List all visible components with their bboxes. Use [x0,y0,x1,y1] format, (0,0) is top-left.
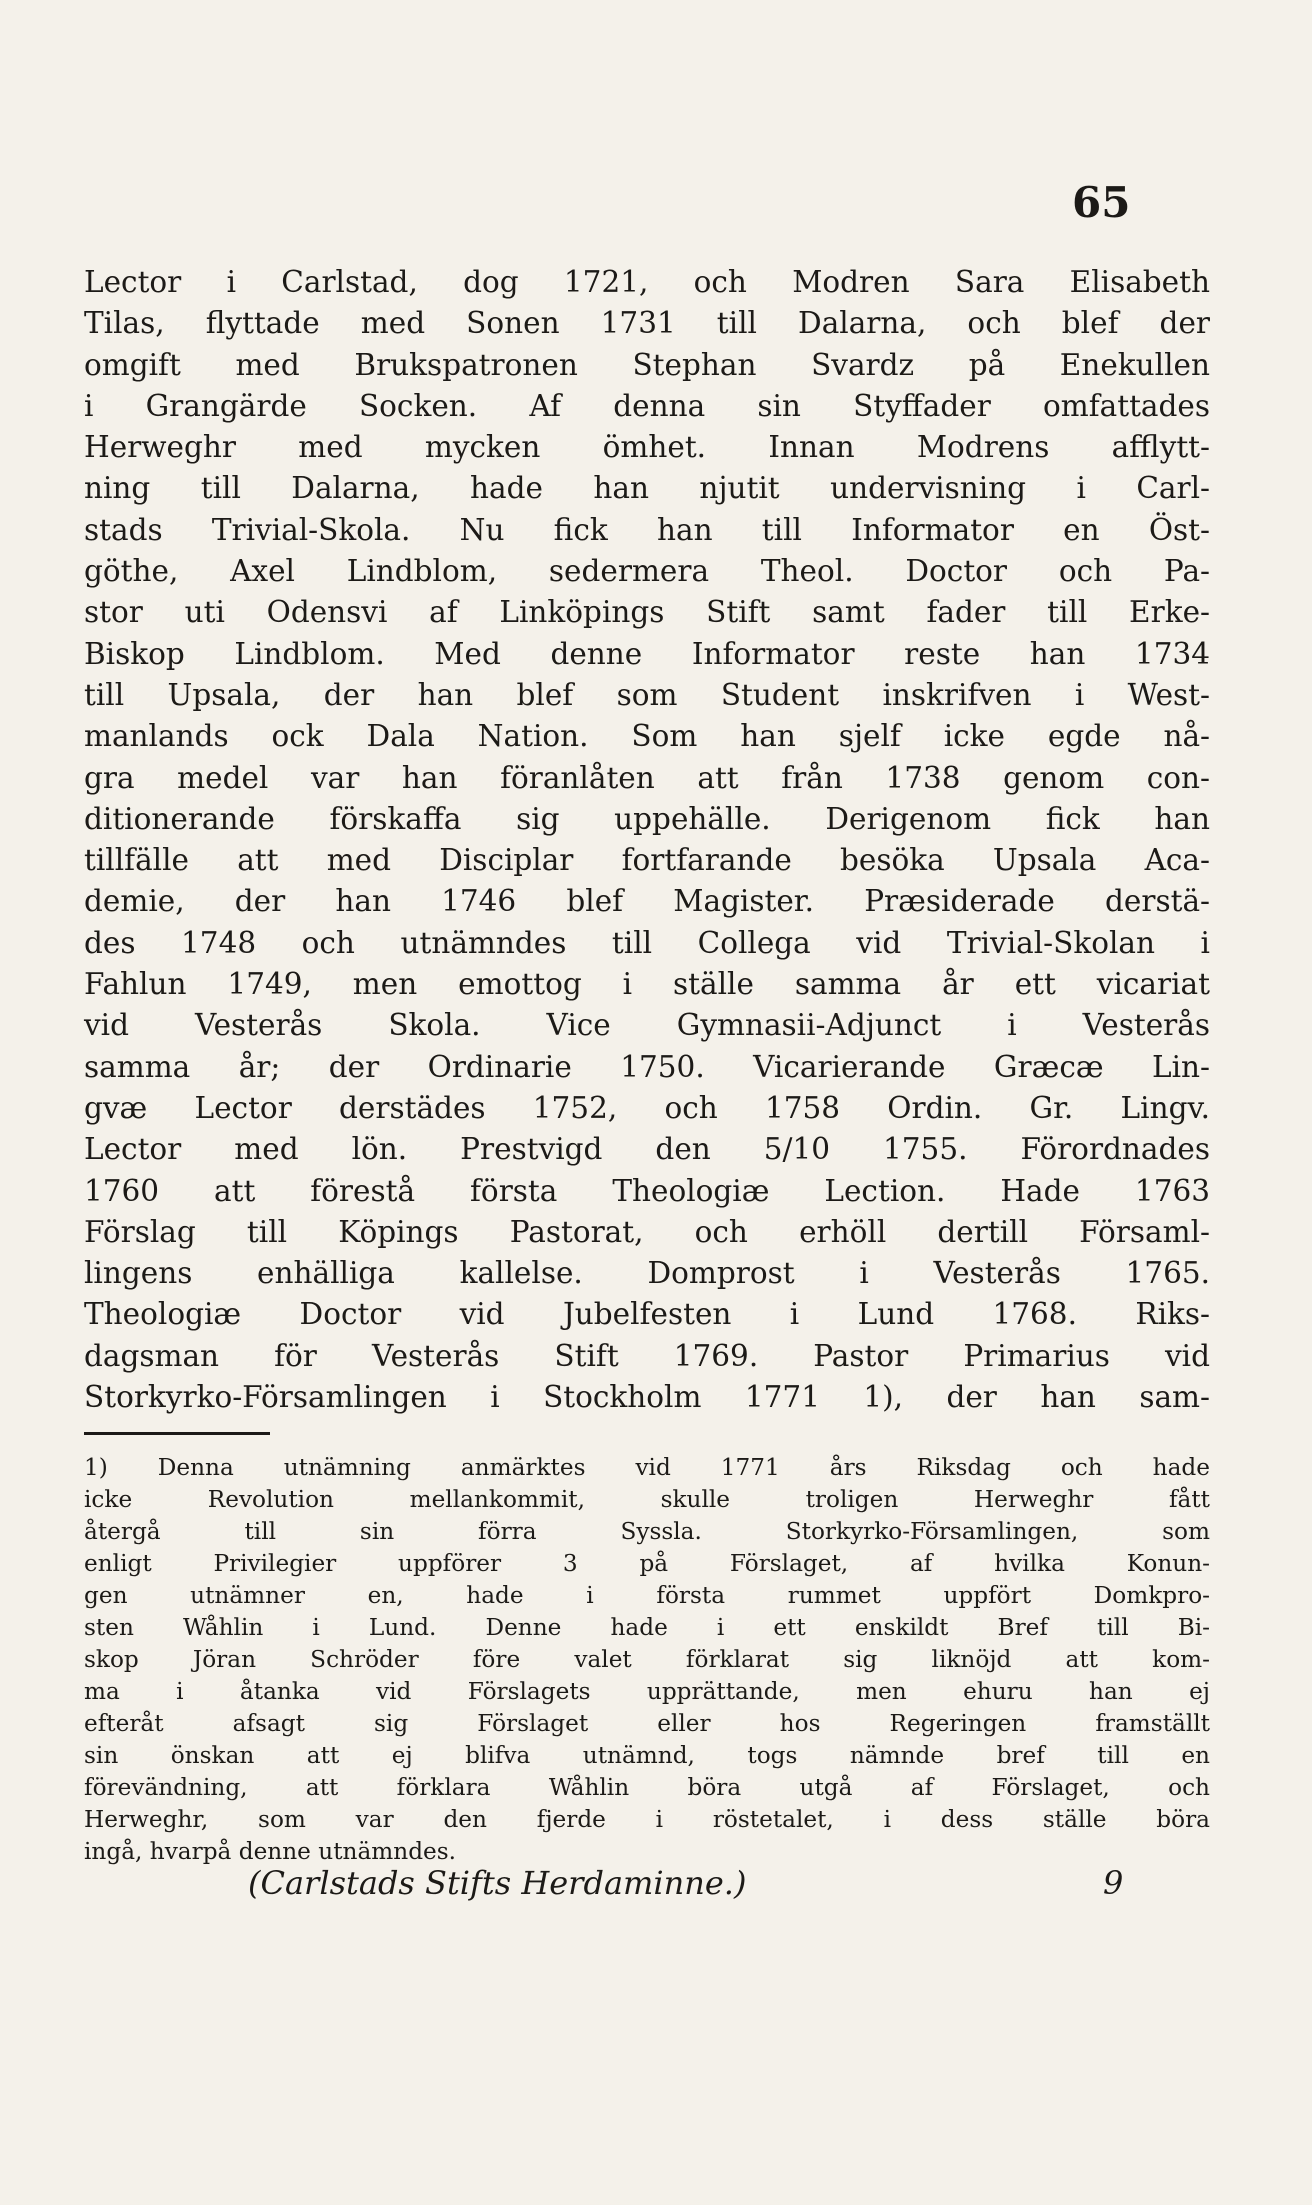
footnote-line: sin önskan att ej blifva utnämnd, togs nämnde bref till en [84,1742,1210,1769]
text-line: stor uti Odensvi af Linköpings Stift samt fader till Erke- [84,595,1210,630]
text-line: ning till Dalarna, hade han njutit undervisning i Carl- [84,471,1210,506]
text-line: demie, der han 1746 blef Magister. Præsiderade derstä- [84,884,1210,919]
text-line: Tilas, flyttade med Sonen 1731 till Dalarna, och blef der [84,306,1210,341]
text-line: Biskop Lindblom. Med denne Informator reste han 1734 [84,636,1210,671]
footnote-line: skop Jöran Schröder före valet förklarat sig liknöjd att kom- [84,1646,1210,1673]
footnote-line: 1) Denna utnämning anmärktes vid 1771 års Riksdag och hade [84,1454,1210,1481]
text-line: gvæ Lector derstädes 1752, och 1758 Ordin. Gr. Lingv. [84,1090,1210,1125]
text-line: Herweghr med mycken ömhet. Innan Modrens afflytt- [84,430,1210,465]
text-line: Theologiæ Doctor vid Jubelfesten i Lund 1768. Riks- [84,1297,1210,1332]
page-number: 65 [1072,178,1131,227]
text-line: stads Trivial-Skola. Nu fick han till Informator en Öst- [84,512,1210,547]
text-line: dagsman för Vesterås Stift 1769. Pastor Primarius vid [84,1338,1210,1373]
text-line: Förslag till Köpings Pastorat, och erhöll dertill Församl- [84,1214,1210,1249]
footnote-line: förevändning, att förklara Wåhlin böra utgå af Förslaget, och [84,1774,1210,1801]
text-line: Lector med lön. Prestvigd den 5/10 1755. Förordnades [84,1132,1210,1167]
footnote-divider [84,1432,270,1435]
text-line: gra medel var han föranlåten att från 1738 genom con- [84,760,1210,795]
text-line: Storkyrko-Församlingen i Stockholm 1771 1), der han sam- [84,1380,1210,1415]
footnote-line: ma i åtanka vid Förslagets upprättande, men ehuru han ej [84,1678,1210,1705]
text-line: göthe, Axel Lindblom, sedermera Theol. Doctor och Pa- [84,554,1210,589]
footnote-line: Herweghr, som var den fjerde i röstetalet, i dess ställe böra [84,1806,1210,1833]
footnote-line: icke Revolution mellankommit, skulle troligen Herweghr fått [84,1486,1210,1513]
text-line: manlands ock Dala Nation. Som han sjelf icke egde nå- [84,719,1210,754]
footnote [84,1452,1210,1868]
text-line: Lector i Carlstad, dog 1721, och Modren Sara Elisabeth [84,265,1210,299]
text-line: Fahlun 1749, men emottog i ställe samma år ett vicariat [84,967,1210,1002]
footnote-line: gen utnämner en, hade i första rummet uppfört Domkpro- [84,1582,1210,1609]
text-line: 1760 att förestå första Theologiæ Lection. Hade 1763 [84,1173,1210,1208]
text-line: vid Vesterås Skola. Vice Gymnasii-Adjunct i Vesterås [84,1008,1210,1043]
text-line: omgift med Brukspatronen Stephan Svardz på Enekullen [84,347,1210,382]
footnote-line: enligt Privilegier uppförer 3 på Förslaget, af hvilka Konun- [84,1550,1210,1577]
footnote-line: efteråt afsagt sig Förslaget eller hos Regeringen framställt [84,1710,1210,1737]
main-text [84,262,1210,1418]
text-line: till Upsala, der han blef som Student inskrifven i West- [84,677,1210,712]
text-line: samma år; der Ordinarie 1750. Vicarierande Græcæ Lin- [84,1049,1210,1084]
text-line: ditionerande förskaffa sig uppehälle. Derigenom fick han [84,801,1210,836]
text-line: lingens enhälliga kallelse. Domprost i Vesterås 1765. [84,1256,1210,1291]
text-line: tillfälle att med Disciplar fortfarande besöka Upsala Aca- [84,843,1210,878]
text-line: des 1748 och utnämndes till Collega vid Trivial-Skolan i [84,925,1210,960]
running-footer-title: (Carlstads Stifts Herdaminne.) [248,1864,747,1902]
text-line: i Grangärde Socken. Af denna sin Styffader omfattades [84,388,1210,423]
footnote-line: sten Wåhlin i Lund. Denne hade i ett enskildt Bref till Bi- [84,1614,1210,1641]
signature-mark: 9 [1103,1864,1124,1902]
footnote-line: återgå till sin förra Syssla. Storkyrko-Församlingen, som [84,1518,1210,1545]
footnote-line: ingå, hvarpå denne utnämndes. [84,1838,457,1865]
